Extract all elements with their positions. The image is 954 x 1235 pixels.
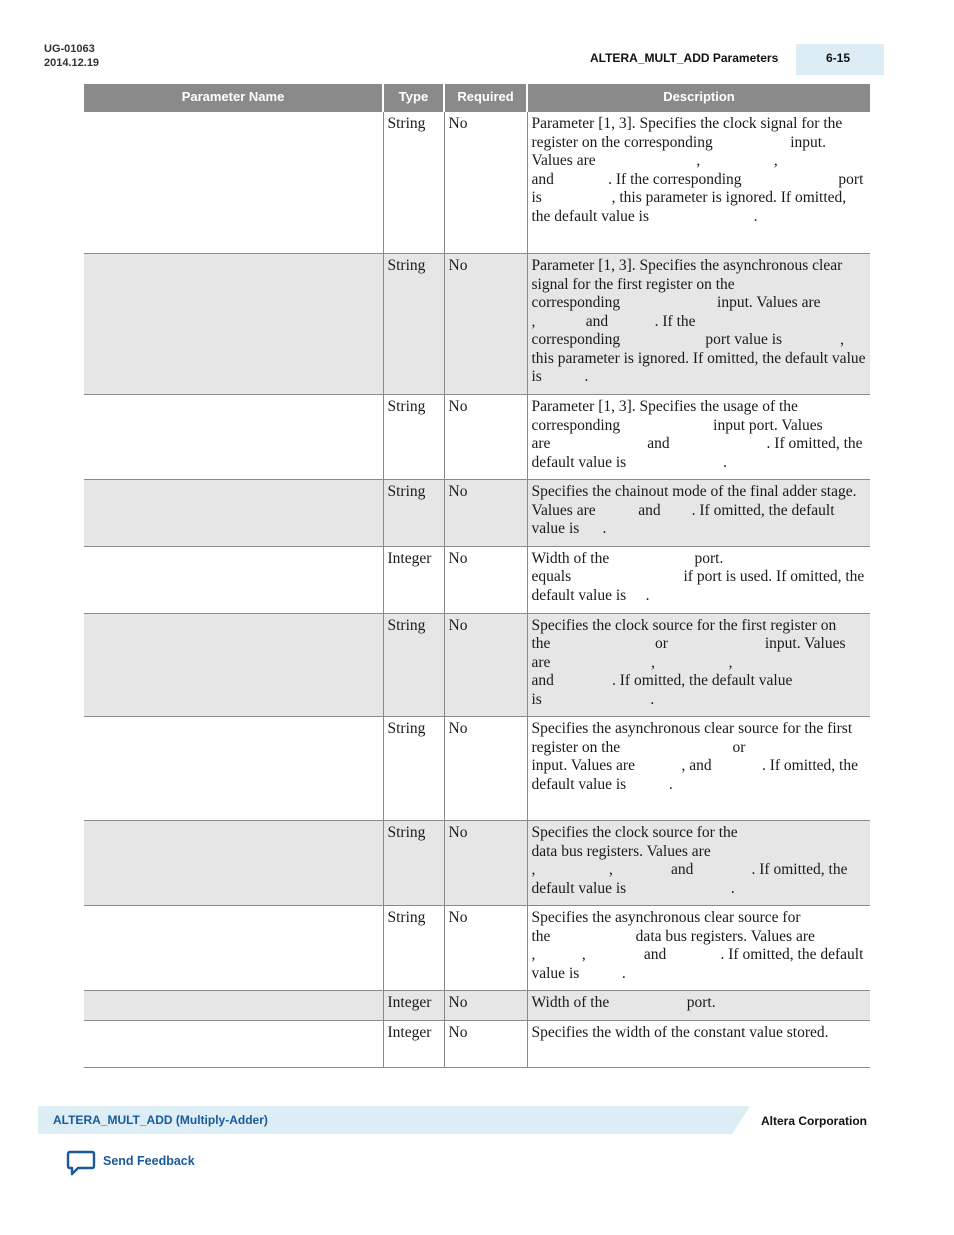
parameter-name-cell [84, 112, 383, 254]
description-cell: Specifies the width of the constant value stored. [527, 1020, 870, 1067]
description-cell: Specifies the clock source for the data bus registers. Values are , , and . If omitted, the default value is . [527, 821, 870, 906]
required-cell: No [444, 821, 527, 906]
type-cell: Integer [383, 1020, 444, 1067]
table-header-row [84, 84, 870, 112]
description-cell: Specifies the asynchronous clear source for the data bus registers. Values are , , and . If omitted, the default value is . [527, 906, 870, 991]
description-cell: Parameter [1, 3]. Specifies the clock signal for the register on the corresponding input. Values are , , and . If the corresponding port is , this parameter is ignored. If omitted, the default value is . [527, 112, 870, 254]
parameter-name-cell [84, 480, 383, 547]
table-row [84, 395, 870, 480]
description-cell: Parameter [1, 3]. Specifies the usage of the corresponding input port. Values are and . If omitted, the default value is . [527, 395, 870, 480]
table-row [84, 254, 870, 395]
table-row [84, 613, 870, 717]
send-feedback-link[interactable]: Send Feedback [103, 1154, 195, 1168]
parameter-name-cell [84, 613, 383, 717]
description-cell: Width of the port. [527, 991, 870, 1021]
required-cell: No [444, 254, 527, 395]
parameter-name-cell [84, 1020, 383, 1067]
required-cell: No [444, 480, 527, 547]
description-cell: Specifies the asynchronous clear source for the first register on the or input. Values are , and . If omitted, the default value is . [527, 717, 870, 821]
required-cell: No [444, 546, 527, 613]
parameter-name-cell [84, 991, 383, 1021]
required-cell: No [444, 112, 527, 254]
column-header-required: Required [444, 84, 527, 112]
description-cell: Specifies the chainout mode of the final adder stage. Values are and . If omitted, the default value is . [527, 480, 870, 547]
type-cell: String [383, 112, 444, 254]
footer-company: Altera Corporation [761, 1114, 868, 1128]
type-cell: String [383, 395, 444, 480]
section-title: ALTERA_MULT_ADD Parameters [590, 51, 779, 65]
required-cell: No [444, 395, 527, 480]
table-row [84, 906, 870, 991]
description-cell: Specifies the clock source for the first register on the or input. Values are , , and . If omitted, the default value is . [527, 613, 870, 717]
required-cell: No [444, 991, 527, 1021]
table-row [84, 546, 870, 613]
table-row [84, 717, 870, 821]
parameter-name-cell [84, 254, 383, 395]
table-row [84, 991, 870, 1021]
doc-date: 2014.12.19 [44, 57, 100, 69]
column-header-description: Description [527, 84, 870, 112]
speech-bubble-icon[interactable] [66, 1150, 96, 1176]
parameter-name-cell [84, 717, 383, 821]
description-cell: Parameter [1, 3]. Specifies the asynchronous clear signal for the first register on the corresponding input. Values are , and . If the corresponding port value is , this parameter is ignored. If omitted, the default value is . [527, 254, 870, 395]
type-cell: String [383, 480, 444, 547]
parameter-name-cell [84, 821, 383, 906]
type-cell: String [383, 821, 444, 906]
column-header-parameter-name: Parameter Name [84, 84, 383, 112]
type-cell: Integer [383, 991, 444, 1021]
parameter-name-cell [84, 546, 383, 613]
type-cell: String [383, 613, 444, 717]
required-cell: No [444, 717, 527, 821]
document-id [44, 42, 99, 70]
required-cell: No [444, 906, 527, 991]
required-cell: No [444, 613, 527, 717]
table-row [84, 112, 870, 254]
type-cell: Integer [383, 546, 444, 613]
required-cell: No [444, 1020, 527, 1067]
table-row [84, 480, 870, 547]
table-row [84, 821, 870, 906]
parameter-name-cell [84, 906, 383, 991]
type-cell: String [383, 254, 444, 395]
table-row [84, 1020, 870, 1067]
parameter-table [84, 84, 870, 1068]
parameter-name-cell [84, 395, 383, 480]
type-cell: String [383, 717, 444, 821]
footer-chapter-link[interactable]: ALTERA_MULT_ADD (Multiply-Adder) [53, 1113, 268, 1127]
column-header-type: Type [383, 84, 444, 112]
type-cell: String [383, 906, 444, 991]
doc-number: UG-01063 [44, 43, 95, 55]
page-number: 6-15 [826, 51, 851, 65]
description-cell: Width of the port. equals if port is used. If omitted, the default value is . [527, 546, 870, 613]
